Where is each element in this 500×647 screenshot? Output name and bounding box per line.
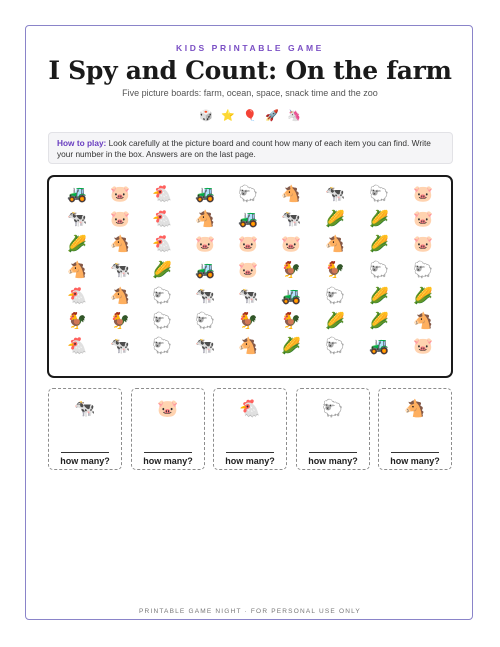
answer-label: how many?	[60, 456, 110, 466]
cow-icon: 🐄	[195, 338, 215, 355]
chicken-icon: 🐔	[152, 211, 172, 228]
sheep-icon: 🐑	[238, 186, 258, 203]
chicken-icon: 🐔	[67, 338, 87, 355]
answer-box-pig	[131, 388, 205, 470]
answer-write-line[interactable]	[226, 452, 274, 453]
tractor-icon: 🚜	[369, 338, 389, 355]
star-icon: ⭐	[221, 110, 235, 122]
theme-icon-strip	[0, 109, 500, 122]
pig-icon: 🐷	[110, 186, 130, 203]
rooster-icon: 🐓	[238, 313, 258, 330]
rooster-icon: 🐓	[281, 313, 301, 330]
page-footer: PRINTABLE GAME NIGHT · FOR PERSONAL USE ONLY	[139, 608, 361, 615]
corn-icon: 🌽	[413, 288, 433, 305]
tractor-icon: 🚜	[195, 262, 215, 279]
chicken-icon: 🐔	[67, 288, 87, 305]
how-to-play-box	[48, 132, 453, 164]
pig-icon: 🐷	[413, 211, 433, 228]
cow-icon: 🐄	[195, 288, 215, 305]
rooster-icon: 🐓	[110, 313, 130, 330]
horse-icon: 🐴	[325, 236, 345, 253]
picture-board	[47, 175, 453, 378]
corn-icon: 🌽	[325, 313, 345, 330]
dice-icon: 🎲	[199, 110, 213, 122]
horse-icon: 🐴	[110, 288, 130, 305]
rooster-icon: 🐓	[67, 313, 87, 330]
corn-icon: 🌽	[152, 262, 172, 279]
corn-icon: 🌽	[281, 338, 301, 355]
corn-icon: 🌽	[369, 211, 389, 228]
rooster-icon: 🐓	[325, 262, 345, 279]
cow-icon: 🐄	[325, 186, 345, 203]
horse-icon: 🐴	[238, 338, 258, 355]
corn-icon: 🌽	[369, 313, 389, 330]
answer-box-chicken	[213, 388, 287, 470]
chicken-icon: 🐔	[152, 186, 172, 203]
horse-icon: 🐴	[404, 399, 426, 418]
sheep-icon: 🐑	[325, 288, 345, 305]
horse-icon: 🐴	[110, 236, 130, 253]
tractor-icon: 🚜	[195, 186, 215, 203]
cow-icon: 🐄	[281, 211, 301, 228]
rooster-icon: 🐓	[281, 262, 301, 279]
corn-icon: 🌽	[369, 236, 389, 253]
answer-box-horse	[378, 388, 452, 470]
how-to-play-label: How to play:	[57, 138, 107, 148]
pig-icon: 🐷	[413, 338, 433, 355]
sheep-icon: 🐑	[322, 399, 344, 418]
kicker-label: KIDS PRINTABLE GAME	[176, 43, 324, 53]
tractor-icon: 🚜	[67, 186, 87, 203]
horse-icon: 🐴	[413, 313, 433, 330]
pig-icon: 🐷	[413, 236, 433, 253]
answer-write-line[interactable]	[144, 452, 192, 453]
chicken-icon: 🐔	[152, 236, 172, 253]
pig-icon: 🐷	[413, 186, 433, 203]
sheep-icon: 🐑	[369, 186, 389, 203]
pig-icon: 🐷	[195, 236, 215, 253]
sheep-icon: 🐑	[195, 313, 215, 330]
tractor-icon: 🚜	[238, 211, 258, 228]
balloon-icon: 🎈	[243, 110, 257, 122]
cow-icon: 🐄	[110, 338, 130, 355]
pig-icon: 🐷	[238, 236, 258, 253]
sheep-icon: 🐑	[413, 262, 433, 279]
corn-icon: 🌽	[325, 211, 345, 228]
answer-write-line[interactable]	[391, 452, 439, 453]
pig-icon: 🐷	[281, 236, 301, 253]
sheep-icon: 🐑	[152, 338, 172, 355]
pig-icon: 🐷	[110, 211, 130, 228]
answer-write-line[interactable]	[61, 452, 109, 453]
cow-icon: 🐄	[67, 211, 87, 228]
tractor-icon: 🚜	[281, 288, 301, 305]
answer-label: how many?	[390, 456, 440, 466]
how-to-play-text: Look carefully at the picture board and count how many of each item you can find. Write your number in the box. Answers are on the last page.	[57, 138, 431, 159]
answer-box-sheep	[296, 388, 370, 470]
sheep-icon: 🐑	[325, 338, 345, 355]
chicken-icon: 🐔	[239, 399, 261, 418]
sheep-icon: 🐑	[152, 313, 172, 330]
answer-label: how many?	[308, 456, 358, 466]
cow-icon: 🐄	[110, 262, 130, 279]
horse-icon: 🐴	[67, 262, 87, 279]
sheep-icon: 🐑	[152, 288, 172, 305]
pig-icon: 🐷	[157, 399, 179, 418]
horse-icon: 🐴	[281, 186, 301, 203]
page-subtitle: Five picture boards: farm, ocean, space, snack time and the zoo	[122, 88, 378, 98]
answer-label: how many?	[143, 456, 193, 466]
cow-icon: 🐄	[74, 399, 96, 418]
answer-box-cow	[48, 388, 122, 470]
corn-icon: 🌽	[67, 236, 87, 253]
answer-label: how many?	[225, 456, 275, 466]
cow-icon: 🐄	[238, 288, 258, 305]
pig-icon: 🐷	[238, 262, 258, 279]
answer-write-line[interactable]	[309, 452, 357, 453]
unicorn-icon: 🦄	[287, 110, 301, 122]
horse-icon: 🐴	[195, 211, 215, 228]
sheep-icon: 🐑	[369, 262, 389, 279]
page-title: I Spy and Count: On the farm	[48, 56, 452, 85]
corn-icon: 🌽	[369, 288, 389, 305]
rocket-icon: 🚀	[265, 110, 279, 122]
